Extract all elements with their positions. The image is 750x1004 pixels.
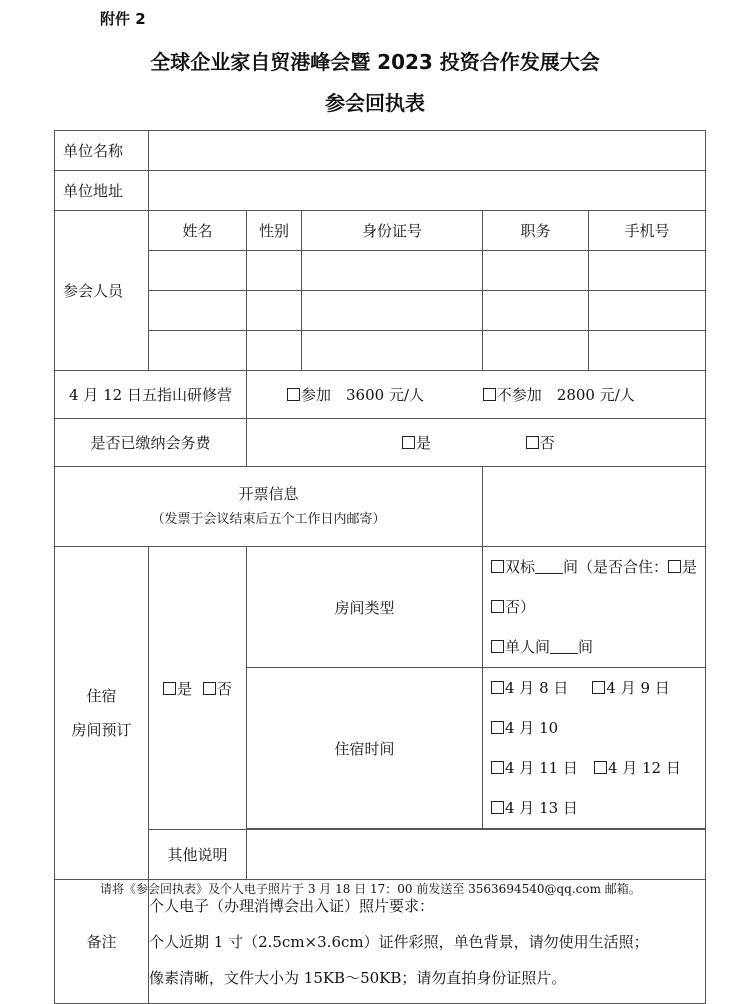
camp-not-join-option[interactable] <box>483 384 635 405</box>
lodging-no-option[interactable] <box>203 680 232 698</box>
attendee-id-cell[interactable] <box>302 331 483 371</box>
attendee-name-cell[interactable] <box>149 331 247 371</box>
checkbox-icon[interactable] <box>491 801 504 814</box>
checkbox-icon[interactable] <box>483 388 496 401</box>
row-unit-name <box>55 131 706 171</box>
date-option[interactable] <box>491 748 578 788</box>
checkbox-icon[interactable] <box>594 761 607 774</box>
row-invoice <box>55 467 706 547</box>
fee-paid-options <box>247 419 706 467</box>
single-room-count-blank[interactable] <box>550 639 578 654</box>
col-phone-header: 手机号 <box>589 211 706 251</box>
share-yes-label: 是 <box>682 558 698 576</box>
attendee-phone-cell[interactable] <box>589 251 706 291</box>
checkbox-icon[interactable] <box>491 721 504 734</box>
share-no-label: 否 <box>505 598 521 616</box>
checkbox-icon[interactable] <box>287 388 300 401</box>
date-label: 4 月 10 <box>505 719 559 737</box>
col-id-header: 身份证号 <box>302 211 483 251</box>
remarks-line: 个人电子（办理消博会出入证）照片要求： <box>149 896 435 915</box>
row-study-camp <box>55 371 706 419</box>
date-label: 4 月 11 日 <box>505 759 578 777</box>
date-option[interactable] <box>491 788 578 828</box>
remarks-label: 备注 <box>55 880 149 1004</box>
footer-note: 请将《参会回执表》及个人电子照片于 3 月 18 日 17：00 前发送至 3563694540@qq.com 邮箱。 <box>100 882 641 896</box>
date-option[interactable] <box>491 708 558 748</box>
lodging-yes-label: 是 <box>177 679 193 698</box>
single-room-suffix: 间 <box>578 638 594 656</box>
attendee-gender-cell[interactable] <box>247 291 302 331</box>
date-label: 4 月 12 日 <box>607 759 681 777</box>
invoice-note: （发票于会议结束后五个工作日内邮寄） <box>151 511 386 527</box>
checkbox-icon[interactable] <box>402 436 415 449</box>
checkbox-icon[interactable] <box>592 681 605 694</box>
study-camp-label: 4 月 12 日五指山研修营 <box>55 371 247 419</box>
room-type-options <box>483 547 706 668</box>
invoice-field[interactable] <box>483 467 706 547</box>
attendee-position-cell[interactable] <box>483 291 589 331</box>
col-gender-header: 性别 <box>247 211 302 251</box>
double-room-option[interactable]: 双标 间（是否合住： 是 否） <box>491 547 705 627</box>
single-room-option[interactable] <box>491 627 705 667</box>
attendee-phone-cell[interactable] <box>589 331 706 371</box>
fee-yes-label: 是 <box>416 434 432 452</box>
attendee-gender-cell[interactable] <box>247 251 302 291</box>
single-room-label: 单人间 <box>505 638 551 656</box>
row-attendee-header <box>55 211 706 251</box>
col-position-header: 职务 <box>483 211 589 251</box>
remarks-line: 像素清晰，文件大小为 15KB～50KB；请勿直拍身份证照片。 <box>149 968 567 987</box>
attendee-name-cell[interactable] <box>149 251 247 291</box>
date-label: 4 月 13 日 <box>505 799 578 817</box>
checkbox-icon[interactable] <box>526 436 539 449</box>
attendee-position-cell[interactable] <box>483 331 589 371</box>
checkbox-icon[interactable] <box>491 681 504 694</box>
room-type-label: 房间类型 <box>247 547 483 668</box>
checkbox-icon[interactable] <box>203 682 216 695</box>
unit-address-label: 单位地址 <box>55 171 149 211</box>
attachment-label: 附件 2 <box>100 10 146 28</box>
checkbox-icon[interactable] <box>491 640 504 653</box>
study-camp-options <box>247 371 706 419</box>
fee-no-label: 否 <box>539 434 555 452</box>
attendee-id-cell[interactable] <box>302 291 483 331</box>
remarks-content <box>149 880 706 1004</box>
unit-name-field[interactable] <box>149 131 706 171</box>
fee-paid-label: 是否已缴纳会务费 <box>55 419 247 467</box>
checkbox-icon[interactable] <box>491 761 504 774</box>
stay-time-label: 住宿时间 <box>247 668 483 829</box>
checkbox-icon[interactable] <box>163 682 176 695</box>
unit-address-field[interactable] <box>149 171 706 211</box>
room-booking-label: 房间预订 <box>71 721 132 739</box>
attendee-gender-cell[interactable] <box>247 331 302 371</box>
lodging-choice-cell <box>149 547 247 830</box>
date-label: 4 月 8 日 <box>505 679 569 697</box>
date-option[interactable] <box>592 668 669 708</box>
page-title: 全球企业家自贸港峰会暨 2023 投资合作发展大会 <box>150 50 600 74</box>
attendee-row <box>55 291 706 331</box>
camp-join-option[interactable] <box>287 384 424 405</box>
row-fee-paid <box>55 419 706 467</box>
camp-join-label: 参加 3600 元/人 <box>301 386 424 404</box>
checkbox-icon[interactable] <box>491 600 504 613</box>
lodging-label: 住宿 <box>86 687 117 705</box>
attendee-position-cell[interactable] <box>483 251 589 291</box>
row-remarks <box>55 880 706 1004</box>
unit-name-label: 单位名称 <box>55 131 149 171</box>
page-subtitle: 参会回执表 <box>325 91 425 115</box>
date-label: 4 月 9 日 <box>606 679 670 697</box>
fee-no-option[interactable] <box>526 432 555 453</box>
double-room-count-blank[interactable] <box>535 559 563 574</box>
lodging-yes-option[interactable] <box>163 680 192 698</box>
checkbox-icon[interactable] <box>491 560 504 573</box>
attendee-row <box>55 251 706 291</box>
double-room-label: 双标 <box>505 558 536 576</box>
col-name-header: 姓名 <box>149 211 247 251</box>
row-room-type <box>55 547 706 668</box>
remarks-line: 个人近期 1 寸（2.5cm×3.6cm）证件彩照，单色背景，请勿使用生活照； <box>149 932 649 951</box>
other-notes-label: 其他说明 <box>149 830 247 880</box>
attendee-phone-cell[interactable] <box>589 291 706 331</box>
attendee-name-cell[interactable] <box>149 291 247 331</box>
attendees-label: 参会人员 <box>55 211 149 371</box>
double-room-suffix: 间（是否合住： <box>563 558 669 576</box>
invoice-title: 开票信息 <box>238 484 299 503</box>
other-notes-field[interactable] <box>247 830 706 880</box>
row-unit-address <box>55 171 706 211</box>
lodging-label-cell <box>55 547 149 880</box>
row-other-notes <box>55 830 706 880</box>
attendee-row <box>55 331 706 371</box>
stay-dates <box>483 668 706 829</box>
registration-form-table <box>54 130 706 1004</box>
lodging-no-label: 否 <box>216 679 232 698</box>
date-option[interactable] <box>491 668 568 708</box>
camp-not-join-label: 不参加 2800 元/人 <box>496 386 635 404</box>
attendee-id-cell[interactable] <box>302 251 483 291</box>
checkbox-icon[interactable] <box>668 560 681 573</box>
fee-yes-option[interactable] <box>402 432 431 453</box>
invoice-label-cell <box>55 467 483 547</box>
date-option[interactable] <box>594 748 681 788</box>
